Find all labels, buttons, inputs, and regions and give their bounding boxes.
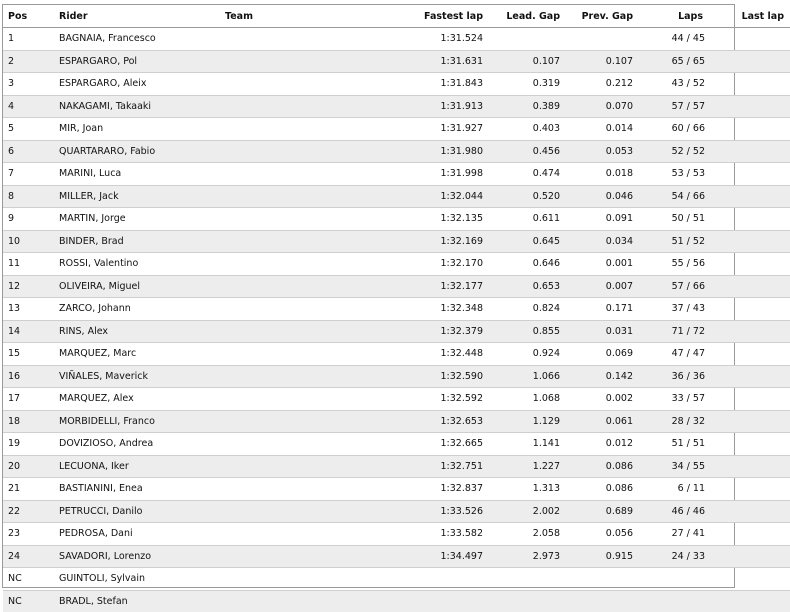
cell-laps: 37 / 43 [633,298,715,321]
cell-laps: 50 / 51 [633,208,715,231]
cell-prev-gap: 0.053 [560,140,633,163]
cell-team [186,590,329,612]
cell-team [186,478,329,501]
cell-rider: MARQUEZ, Alex [59,388,186,411]
cell-fastest-lap: 1:31.631 [329,50,483,73]
cell-fastest-lap: 1:32.044 [329,185,483,208]
cell-lead-gap: 2.058 [483,523,560,546]
table-row [3,140,790,163]
cell-rider: MORBIDELLI, Franco [59,410,186,433]
cell-pos: 7 [3,163,59,186]
cell-pos: 20 [3,455,59,478]
cell-rider: NAKAGAMI, Takaaki [59,95,186,118]
cell-laps: 52 / 52 [633,140,715,163]
cell-pos: 18 [3,410,59,433]
cell-prev-gap: 0.046 [560,185,633,208]
cell-rider: ROSSI, Valentino [59,253,186,276]
cell-rider: MIR, Joan [59,118,186,141]
cell-prev-gap: 0.001 [560,253,633,276]
cell-last-lap [715,410,790,433]
cell-pos: 15 [3,343,59,366]
cell-last-lap [715,320,790,343]
cell-lead-gap: 0.855 [483,320,560,343]
cell-laps: 36 / 36 [633,365,715,388]
cell-team [186,73,329,96]
cell-lead-gap: 0.924 [483,343,560,366]
cell-lead-gap: 1.141 [483,433,560,456]
table-row [3,50,790,73]
cell-team [186,208,329,231]
cell-team [186,455,329,478]
cell-team [186,185,329,208]
table-row [3,118,790,141]
header-team: Team [186,5,329,28]
cell-rider: OLIVEIRA, Miguel [59,275,186,298]
cell-prev-gap: 0.070 [560,95,633,118]
cell-pos: 14 [3,320,59,343]
cell-last-lap [715,523,790,546]
cell-team [186,298,329,321]
cell-last-lap [715,590,790,612]
cell-rider: SAVADORI, Lorenzo [59,545,186,568]
cell-team [186,163,329,186]
cell-prev-gap: 0.002 [560,388,633,411]
table-row [3,410,790,433]
cell-fastest-lap: 1:32.448 [329,343,483,366]
cell-fastest-lap [329,590,483,612]
cell-last-lap [715,50,790,73]
cell-fastest-lap: 1:31.927 [329,118,483,141]
header-laps: Laps [633,5,715,28]
table-header-row [3,5,790,28]
cell-fastest-lap [329,568,483,591]
cell-team [186,343,329,366]
header-lead-gap: Lead. Gap [483,5,560,28]
cell-team [186,433,329,456]
cell-laps: 71 / 72 [633,320,715,343]
cell-pos: 17 [3,388,59,411]
table-row [3,275,790,298]
cell-rider: ESPARGARO, Pol [59,50,186,73]
cell-rider: VIÑALES, Maverick [59,365,186,388]
cell-team [186,140,329,163]
cell-prev-gap: 0.014 [560,118,633,141]
cell-pos: NC [3,568,59,591]
cell-rider: BAGNAIA, Francesco [59,28,186,51]
cell-fastest-lap: 1:32.135 [329,208,483,231]
cell-lead-gap: 0.653 [483,275,560,298]
results-table-frame [2,4,784,607]
cell-team [186,410,329,433]
cell-prev-gap: 0.061 [560,410,633,433]
cell-pos: 22 [3,500,59,523]
cell-last-lap [715,275,790,298]
cell-prev-gap [560,28,633,51]
cell-lead-gap: 1.313 [483,478,560,501]
cell-lead-gap: 0.645 [483,230,560,253]
cell-last-lap [715,568,790,591]
cell-laps [633,590,715,612]
cell-last-lap [715,388,790,411]
cell-laps: 51 / 51 [633,433,715,456]
cell-prev-gap: 0.031 [560,320,633,343]
cell-pos: 4 [3,95,59,118]
cell-lead-gap: 1.129 [483,410,560,433]
cell-laps [633,568,715,591]
cell-prev-gap: 0.018 [560,163,633,186]
cell-laps: 47 / 47 [633,343,715,366]
cell-prev-gap: 0.086 [560,478,633,501]
cell-fastest-lap: 1:32.592 [329,388,483,411]
cell-team [186,388,329,411]
cell-lead-gap: 1.068 [483,388,560,411]
cell-lead-gap: 0.646 [483,253,560,276]
cell-fastest-lap: 1:31.980 [329,140,483,163]
cell-fastest-lap: 1:32.348 [329,298,483,321]
cell-rider: PEDROSA, Dani [59,523,186,546]
cell-lead-gap [483,568,560,591]
header-rider: Rider [59,5,186,28]
cell-lead-gap: 0.403 [483,118,560,141]
cell-lead-gap: 2.002 [483,500,560,523]
cell-last-lap [715,185,790,208]
cell-laps: 33 / 57 [633,388,715,411]
cell-laps: 57 / 57 [633,95,715,118]
cell-last-lap [715,95,790,118]
cell-rider: LECUONA, Iker [59,455,186,478]
cell-team [186,365,329,388]
cell-fastest-lap: 1:33.582 [329,523,483,546]
table-row [3,388,790,411]
cell-rider: MARTIN, Jorge [59,208,186,231]
cell-rider: DOVIZIOSO, Andrea [59,433,186,456]
cell-pos: 8 [3,185,59,208]
cell-lead-gap: 0.474 [483,163,560,186]
cell-last-lap [715,343,790,366]
cell-prev-gap: 0.086 [560,455,633,478]
cell-fastest-lap: 1:34.497 [329,545,483,568]
cell-last-lap [715,253,790,276]
cell-lead-gap [483,28,560,51]
cell-laps: 6 / 11 [633,478,715,501]
cell-team [186,95,329,118]
cell-lead-gap: 1.066 [483,365,560,388]
cell-last-lap [715,455,790,478]
cell-lead-gap: 0.107 [483,50,560,73]
cell-team [186,50,329,73]
cell-pos: 23 [3,523,59,546]
cell-lead-gap: 0.319 [483,73,560,96]
table-row [3,545,790,568]
cell-pos: 13 [3,298,59,321]
cell-lead-gap: 0.611 [483,208,560,231]
results-table [3,5,790,612]
header-last-lap: Last lap [715,5,790,28]
table-row [3,95,790,118]
table-row [3,298,790,321]
cell-prev-gap: 0.069 [560,343,633,366]
cell-pos: 2 [3,50,59,73]
header-fastest-lap: Fastest lap [329,5,483,28]
cell-team [186,28,329,51]
cell-lead-gap: 2.973 [483,545,560,568]
header-pos: Pos [3,5,59,28]
table-row [3,320,790,343]
cell-fastest-lap: 1:33.526 [329,500,483,523]
cell-pos: 1 [3,28,59,51]
cell-prev-gap: 0.007 [560,275,633,298]
cell-fastest-lap: 1:32.837 [329,478,483,501]
cell-rider: BINDER, Brad [59,230,186,253]
cell-last-lap [715,298,790,321]
cell-fastest-lap: 1:31.913 [329,95,483,118]
cell-prev-gap: 0.171 [560,298,633,321]
table-row [3,433,790,456]
table-row [3,253,790,276]
cell-laps: 53 / 53 [633,163,715,186]
cell-lead-gap: 0.520 [483,185,560,208]
cell-laps: 65 / 65 [633,50,715,73]
cell-prev-gap: 0.107 [560,50,633,73]
cell-last-lap [715,208,790,231]
cell-last-lap [715,433,790,456]
table-row [3,185,790,208]
cell-fastest-lap: 1:31.843 [329,73,483,96]
cell-pos: 5 [3,118,59,141]
cell-fastest-lap: 1:32.379 [329,320,483,343]
table-row [3,163,790,186]
cell-pos: 21 [3,478,59,501]
cell-team [186,523,329,546]
cell-prev-gap [560,568,633,591]
table-row [3,365,790,388]
cell-pos: 10 [3,230,59,253]
cell-team [186,118,329,141]
cell-pos: 3 [3,73,59,96]
cell-prev-gap [560,590,633,612]
cell-prev-gap: 0.689 [560,500,633,523]
cell-laps: 54 / 66 [633,185,715,208]
cell-team [186,275,329,298]
cell-lead-gap: 0.824 [483,298,560,321]
table-row [3,73,790,96]
cell-laps: 28 / 32 [633,410,715,433]
cell-lead-gap: 1.227 [483,455,560,478]
cell-laps: 60 / 66 [633,118,715,141]
cell-team [186,230,329,253]
header-prev-gap: Prev. Gap [560,5,633,28]
cell-last-lap [715,118,790,141]
cell-last-lap [715,545,790,568]
cell-pos: 24 [3,545,59,568]
table-row [3,230,790,253]
table-row [3,455,790,478]
table-row [3,523,790,546]
cell-fastest-lap: 1:32.170 [329,253,483,276]
cell-pos: 12 [3,275,59,298]
table-row [3,590,790,612]
table-row [3,208,790,231]
cell-laps: 24 / 33 [633,545,715,568]
cell-last-lap [715,365,790,388]
cell-fastest-lap: 1:32.177 [329,275,483,298]
table-row [3,478,790,501]
cell-fastest-lap: 1:31.524 [329,28,483,51]
cell-pos: 11 [3,253,59,276]
cell-prev-gap: 0.012 [560,433,633,456]
cell-fastest-lap: 1:31.998 [329,163,483,186]
cell-last-lap [715,28,790,51]
table-row [3,568,790,591]
cell-rider: QUARTARARO, Fabio [59,140,186,163]
cell-fastest-lap: 1:32.665 [329,433,483,456]
cell-last-lap [715,140,790,163]
cell-prev-gap: 0.091 [560,208,633,231]
cell-last-lap [715,73,790,96]
cell-prev-gap: 0.056 [560,523,633,546]
cell-fastest-lap: 1:32.653 [329,410,483,433]
cell-pos: 9 [3,208,59,231]
cell-rider: BASTIANINI, Enea [59,478,186,501]
cell-team [186,320,329,343]
cell-pos: NC [3,590,59,612]
cell-rider: MARQUEZ, Marc [59,343,186,366]
cell-pos: 6 [3,140,59,163]
cell-lead-gap [483,590,560,612]
table-row [3,343,790,366]
cell-team [186,253,329,276]
cell-last-lap [715,478,790,501]
cell-prev-gap: 0.915 [560,545,633,568]
cell-laps: 51 / 52 [633,230,715,253]
cell-team [186,500,329,523]
cell-prev-gap: 0.034 [560,230,633,253]
cell-prev-gap: 0.212 [560,73,633,96]
cell-laps: 57 / 66 [633,275,715,298]
cell-rider: RINS, Alex [59,320,186,343]
cell-team [186,545,329,568]
cell-fastest-lap: 1:32.751 [329,455,483,478]
cell-laps: 27 / 41 [633,523,715,546]
cell-lead-gap: 0.456 [483,140,560,163]
cell-rider: ZARCO, Johann [59,298,186,321]
cell-pos: 16 [3,365,59,388]
cell-rider: BRADL, Stefan [59,590,186,612]
cell-laps: 44 / 45 [633,28,715,51]
cell-laps: 34 / 55 [633,455,715,478]
cell-lead-gap: 0.389 [483,95,560,118]
cell-last-lap [715,500,790,523]
cell-last-lap [715,163,790,186]
cell-laps: 43 / 52 [633,73,715,96]
cell-rider: ESPARGARO, Aleix [59,73,186,96]
cell-fastest-lap: 1:32.590 [329,365,483,388]
cell-laps: 55 / 56 [633,253,715,276]
cell-prev-gap: 0.142 [560,365,633,388]
table-row [3,28,790,51]
cell-team [186,568,329,591]
cell-laps: 46 / 46 [633,500,715,523]
cell-rider: MILLER, Jack [59,185,186,208]
cell-last-lap [715,230,790,253]
cell-rider: PETRUCCI, Danilo [59,500,186,523]
cell-rider: MARINI, Luca [59,163,186,186]
cell-pos: 19 [3,433,59,456]
table-row [3,500,790,523]
cell-rider: GUINTOLI, Sylvain [59,568,186,591]
cell-fastest-lap: 1:32.169 [329,230,483,253]
